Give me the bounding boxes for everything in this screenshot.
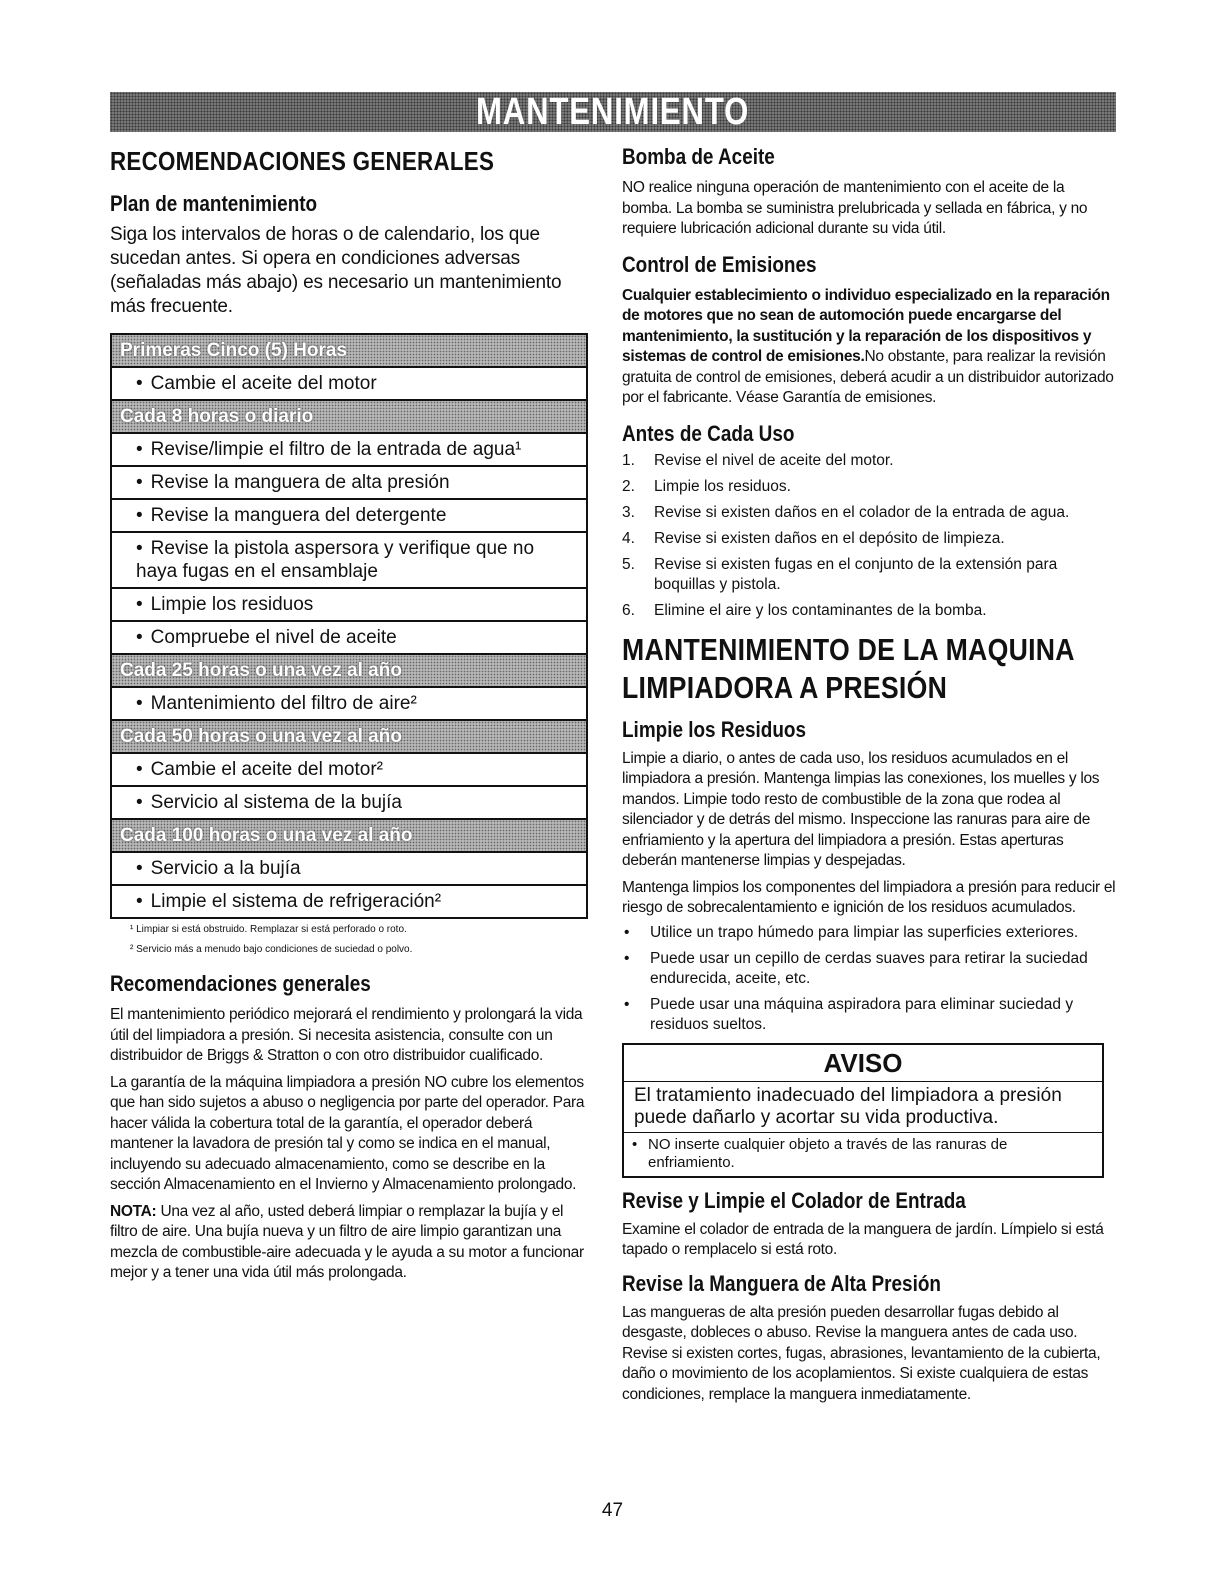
before-use-step: 5. Revise si existen fugas en el conjunto de la extensión para boquillas y pistola. (622, 555, 1058, 593)
banner-title: MANTENIMIENTO (476, 90, 750, 133)
pressure-washer-maintenance-heading: MANTENIMIENTO DE LA MAQUINA LIMPIADORA A PRESIÓN (622, 631, 1074, 705)
recommendations-paragraph-2: La garantía de la máquina limpiadora a presión NO cubre los elementos que han sido sujetos a abuso o negligencia por parte del operador. Para hacer válida la cobertura total de la garantía, el operador deberá mantener la lavadora de presión tal y como se indica en el manual, incluyendo su adecuado almacenamiento, como se describe en la sección Almacenamiento en el Invierno y Almacenamiento prolongado. (110, 1073, 585, 1193)
schedule-interval-header: Primeras Cinco (5) Horas (111, 334, 587, 367)
section-banner (110, 92, 1116, 132)
schedule-task: • Servicio al sistema de la bujía (111, 786, 587, 819)
page-number: 47 (601, 1500, 624, 1521)
note-label: NOTA: (110, 1202, 157, 1220)
schedule-interval-header: Cada 100 horas o una vez al año (111, 819, 587, 852)
emissions-control-heading: Control de Emisiones (622, 251, 817, 277)
before-use-step: 6. Elimine el aire y los contaminantes de la bomba. (622, 601, 987, 619)
high-pressure-hose-heading: Revise la Manguera de Alta Presión (622, 1270, 941, 1296)
schedule-task: • Cambie el aceite del motor (111, 367, 587, 400)
before-use-step: 2. Limpie los residuos. (622, 477, 791, 495)
before-use-step: 3. Revise si existen daños en el colador de la entrada de agua. (622, 503, 1070, 521)
schedule-interval-header: Cada 50 horas o una vez al año (111, 720, 587, 753)
before-use-step: 1. Revise el nivel de aceite del motor. (622, 451, 894, 469)
maintenance-plan-text: Siga los intervalos de horas o de calendario, los que sucedan antes. Si opera en condiciones adversas (señaladas más abajo) es necesario un mantenimiento más frecuente. (110, 224, 562, 317)
clean-debris-bullet: • Puede usar una máquina aspiradora para eliminar suciedad y residuos sueltos. (622, 995, 1116, 1035)
high-pressure-hose-text: Las mangueras de alta presión pueden desarrollar fugas debido al desgaste, dobleces o abuso. Revise la manguera antes de cada uso. Revise si existen cortes, fugas, abrasiones, levantamiento de la cubierta, daño o movimiento de los acoplamientos. Si existe cualquiera de estas condiciones, remplace la manguera inmediatamente. (622, 1303, 1101, 1403)
notice-title: AVISO (624, 1045, 1102, 1082)
clean-debris-list (622, 923, 1116, 1035)
clean-debris-bullet: • Utilice un trapo húmedo para limpiar las superficies exteriores. (622, 923, 1116, 943)
inlet-strainer-text: Examine el colador de entrada de la manguera de jardín. Límpielo si está tapado o remplacelo si está roto. (622, 1220, 1104, 1258)
emissions-control-text (622, 286, 1116, 409)
schedule-task: • Servicio a la bujía (111, 852, 587, 885)
maintenance-plan-heading: Plan de mantenimiento (110, 191, 318, 216)
inlet-strainer-heading: Revise y Limpie el Colador de Entrada (622, 1187, 966, 1213)
general-recommendations-subheading: Recomendaciones generales (110, 971, 371, 996)
schedule-task: • Revise la manguera del detergente (111, 499, 587, 532)
maintenance-schedule-table (110, 333, 588, 919)
notice-box (622, 1043, 1104, 1178)
clean-debris-bullet: • Puede usar un cepillo de cerdas suaves para retirar la suciedad endurecida, aceite, etc. (622, 949, 1116, 989)
emissions-bold-text: Cualquier establecimiento o individuo especializado en la reparación de motores que no sean de automoción puede encargarse del mantenimiento, la sustitución y la reparación de los dispositivos y sistemas de control de emisiones. (622, 286, 1110, 365)
right-column (622, 140, 1116, 1405)
recommendations-paragraph-1: El mantenimiento periódico mejorará el rendimiento y prolongará la vida útil del limpiadora a presión. Si necesita asistencia, consulte con un distribuidor de Briggs & Stratton o con otro distribuidor cualificado. (110, 1006, 583, 1064)
schedule-task: • Revise la pistola aspersora y verifique que no haya fugas en el ensamblaje (111, 532, 587, 588)
oil-pump-heading: Bomba de Aceite (622, 144, 775, 169)
oil-pump-text: NO realice ninguna operación de mantenimiento con el aceite de la bomba. La bomba se suministra prelubricada y sellada en fábrica, y no requiere lubricación adicional durante su vida útil. (622, 179, 1088, 237)
schedule-task: • Compruebe el nivel de aceite (111, 621, 587, 654)
before-each-use-heading: Antes de Cada Uso (622, 420, 795, 446)
general-recommendations-heading: RECOMENDACIONES GENERALES (110, 146, 495, 176)
notice-warning: El tratamiento inadecuado del limpiadora a presión puede dañarlo y acortar su vida productiva. (624, 1082, 1102, 1133)
schedule-interval-header: Cada 25 horas o una vez al año (111, 654, 587, 687)
clean-debris-heading: Limpie los Residuos (622, 716, 806, 742)
before-each-use-list (622, 451, 1116, 621)
clean-debris-paragraph-2: Mantenga limpios los componentes del limpiadora a presión para reducir el riesgo de sobrecalentamiento e ignición de los residuos acumulados. (622, 878, 1116, 916)
left-column (110, 140, 590, 1284)
schedule-task: • Limpie el sistema de refrigeración² (111, 885, 587, 918)
schedule-task: • Revise la manguera de alta presión (111, 466, 587, 499)
before-use-step: 4. Revise si existen daños en el depósito de limpieza. (622, 529, 1005, 547)
schedule-task: • Revise/limpie el filtro de la entrada de agua¹ (111, 433, 587, 466)
footnote-2: ² Servicio más a menudo bajo condiciones de suciedad o polvo. (130, 944, 413, 955)
schedule-task: • Mantenimiento del filtro de aire² (111, 687, 587, 720)
recommendations-note (110, 1202, 590, 1284)
notice-item: • NO inserte cualquier objeto a través de las ranuras de enfriamiento. (624, 1133, 1102, 1176)
schedule-task: • Cambie el aceite del motor² (111, 753, 587, 786)
schedule-interval-header: Cada 8 horas o diario (111, 400, 587, 433)
footnote-1: ¹ Limpiar si está obstruido. Remplazar si está perforado o roto. (130, 924, 407, 935)
note-text: Una vez al año, usted deberá limpiar o remplazar la bujía y el filtro de aire. Una bujía nueva y un filtro de aire limpio garantizan una mezcla de combustible-aire adecuada y le ayuda a su motor a funcionar mejor y a tener una vida útil más prolongada. (110, 1202, 584, 1281)
emissions-plain-text: No obstante, para realizar la revisión gratuita de control de emisiones, deberá acudir a un distribuidor autorizado por el fabricante. Véase Garantía de emisiones. (622, 348, 1114, 406)
clean-debris-paragraph-1: Limpie a diario, o antes de cada uso, los residuos acumulados en el limpiadora a presión. Mantenga limpias las conexiones, los muelles y los mandos. Limpie todo resto de combustible de la zona que rodea al silenciador y de detrás del mismo. Inspeccione las ranuras para aire de enfriamiento y la apertura del limpiadora a presión. Estas aperturas deberán mantenerse limpias y despejadas. (622, 749, 1100, 869)
schedule-task: • Limpie los residuos (111, 588, 587, 621)
